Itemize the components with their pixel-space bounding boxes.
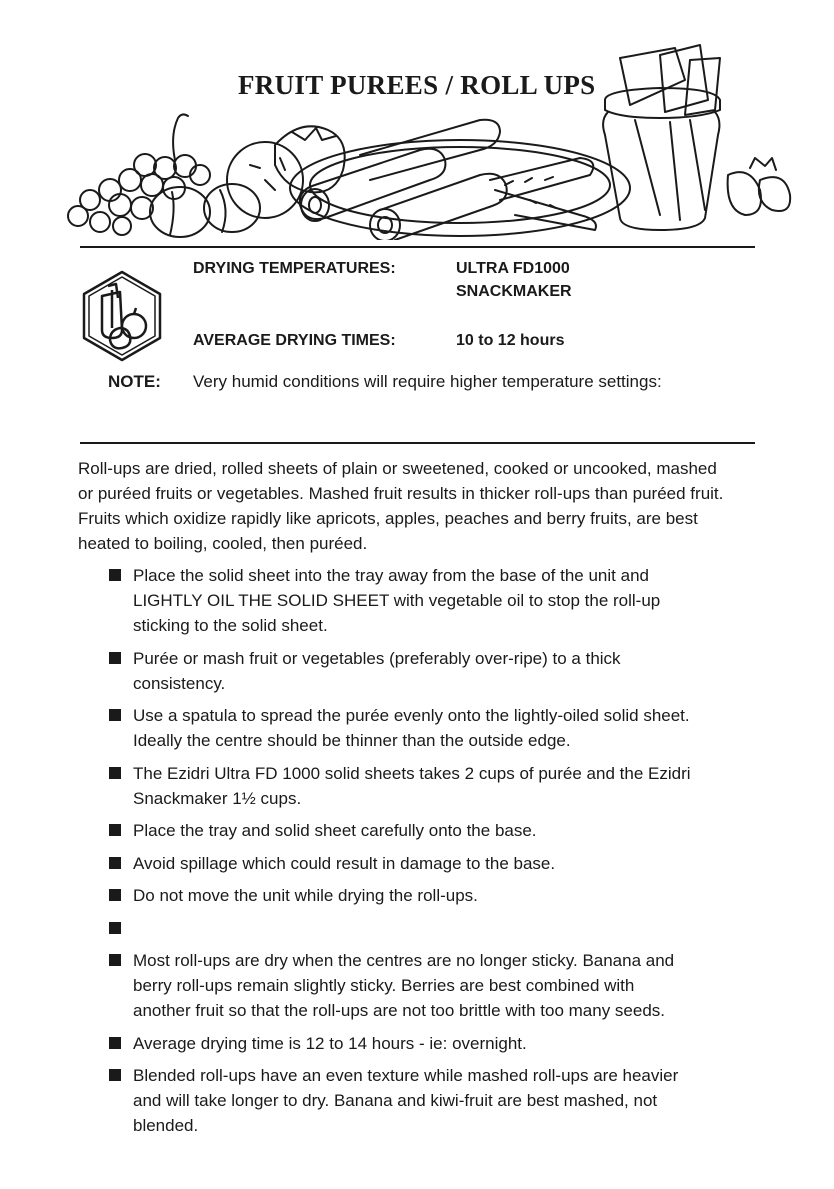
model-snackmaker: SNACKMAKER — [456, 283, 572, 300]
list-item-line: Use a spatula to spread the purée evenly onto the lightly-oiled solid sheet. — [133, 706, 690, 725]
list-item-line: Avoid spillage which could result in damage to the base. — [133, 853, 556, 873]
list-item-line: another fruit so that the roll-ups are not too brittle with too many seeds. — [133, 1001, 666, 1020]
top-divider — [80, 246, 755, 248]
grapes-icon — [68, 114, 210, 235]
model-ultra-fd1000: ULTRA FD1000 — [456, 260, 570, 277]
note-text: Very humid conditions will require higher temperature settings: — [193, 372, 662, 391]
list-item — [108, 563, 748, 638]
list-item — [108, 1063, 748, 1138]
list-item-line: Blended roll-ups have an even texture while mashed roll-ups are heavier — [133, 1066, 679, 1085]
list-item — [108, 851, 748, 876]
bullet-square-icon — [109, 889, 121, 901]
list-item-line: Average drying time is 12 to 14 hours - ie: overnight. — [133, 1033, 527, 1053]
list-item-line: Purée or mash fruit or vegetables (preferably over-ripe) to a thick — [133, 648, 621, 668]
list-item — [108, 948, 748, 1023]
list-item-line: consistency. — [133, 673, 226, 693]
average-drying-times-label: AVERAGE DRYING TIMES: — [193, 332, 396, 349]
list-item — [108, 761, 748, 811]
bullet-square-icon — [109, 857, 121, 869]
list-item — [108, 1031, 748, 1056]
average-drying-times-value: 10 to 12 hours — [456, 332, 565, 349]
list-item-line: The Ezidri Ultra FD 1000 solid sheets takes 2 cups of purée and the Ezidri — [133, 763, 691, 783]
list-item-line: Do not move the unit while drying the roll-ups. — [133, 886, 478, 905]
bullet-square-icon — [109, 954, 121, 966]
fruit-and-roll-ups-illustration — [60, 40, 800, 240]
list-item-line: and will take longer to dry. Banana and kiwi-fruit are best mashed, not — [133, 1091, 658, 1110]
list-item-line: Ideally the centre should be thinner than the outside edge. — [133, 731, 571, 750]
list-item-line: Snackmaker 1½ cups. — [133, 788, 302, 808]
list-item-line: Place the tray and solid sheet carefully onto the base. — [133, 821, 537, 840]
bullet-square-icon — [109, 824, 121, 836]
list-item — [108, 646, 748, 696]
bullet-square-icon — [109, 709, 121, 721]
intro-line: heated to boiling, cooled, then puréed. — [78, 534, 368, 553]
list-item-line: LIGHTLY OIL THE SOLID SHEET with vegetable oil to stop the roll-up — [133, 591, 661, 610]
instruction-list — [108, 563, 748, 1146]
list-item-line: Most roll-ups are dry when the centres are no longer sticky. Banana and — [133, 951, 675, 970]
page-title: FRUIT PUREES / ROLL UPS — [238, 70, 596, 100]
list-item — [108, 703, 748, 753]
bullet-square-icon — [109, 652, 121, 664]
intro-line: Fruits which oxidize rapidly like apricots, apples, peaches and berry fruits, are best — [78, 509, 698, 528]
bullet-square-icon — [109, 1037, 121, 1049]
list-item — [108, 883, 748, 908]
bullet-square-icon — [109, 1069, 121, 1081]
bullet-square-icon — [109, 569, 121, 581]
intro-paragraph — [78, 456, 768, 556]
roll-ups-category-icon — [80, 268, 164, 364]
note-label: NOTE: — [108, 372, 161, 391]
list-item-line: berry roll-ups remain slightly sticky. Berries are best combined with — [133, 976, 635, 995]
list-item-line: sticking to the solid sheet. — [133, 616, 328, 635]
list-item-line: blended. — [133, 1116, 199, 1135]
drying-temperatures-label: DRYING TEMPERATURES: — [193, 260, 396, 277]
intro-line: Roll-ups are dried, rolled sheets of plain or sweetened, cooked or uncooked, mashed — [78, 459, 717, 478]
list-item — [108, 916, 748, 941]
bullet-square-icon — [109, 922, 121, 934]
intro-line: or puréed fruits or vegetables. Mashed fruit results in thicker roll-ups than puréed fruit. — [78, 484, 724, 503]
bullet-square-icon — [109, 767, 121, 779]
list-item — [108, 818, 748, 843]
list-item-line: Place the solid sheet into the tray away from the base of the unit and — [133, 566, 649, 585]
mid-divider — [80, 442, 755, 444]
